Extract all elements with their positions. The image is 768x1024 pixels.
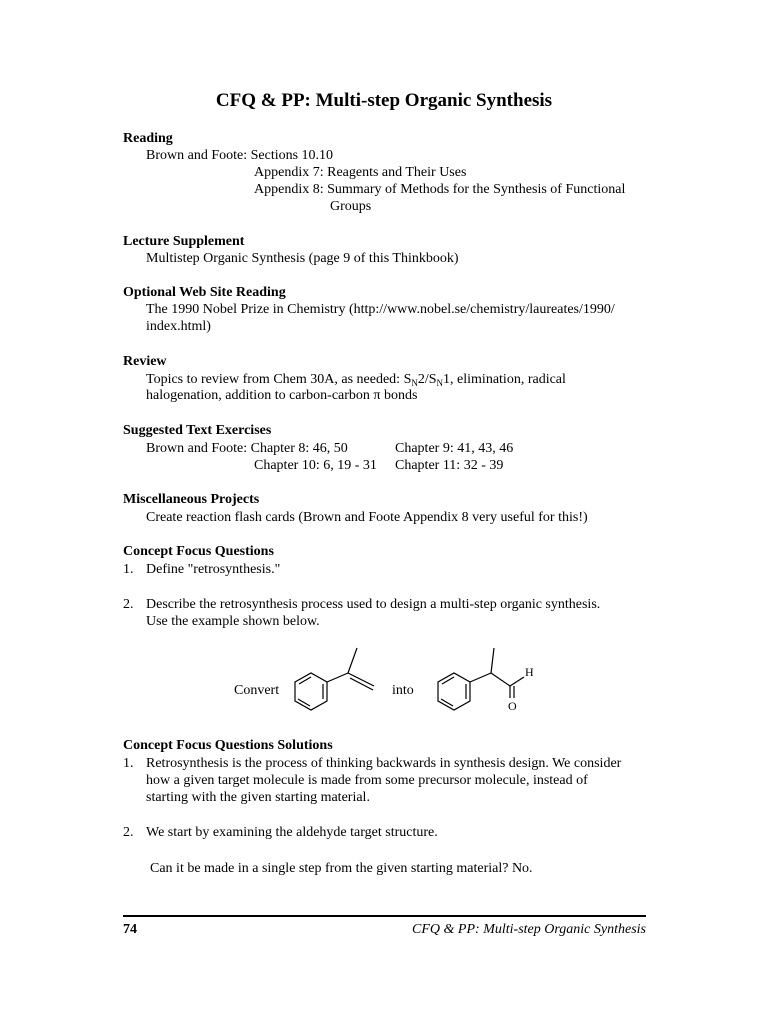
exercises-row1-right: Chapter 9: 41, 43, 46 bbox=[395, 441, 514, 456]
exercises-heading: Suggested Text Exercises bbox=[123, 423, 272, 438]
misc-line-1: Create reaction flash cards (Brown and Foote Appendix 8 very useful for this!) bbox=[146, 510, 588, 525]
solution-1-line-2: how a given target molecule is made from some precursor molecule, instead of bbox=[146, 773, 588, 788]
reading-line-3: Appendix 8: Summary of Methods for the Synthesis of Functional bbox=[254, 182, 626, 197]
exercises-row1-left: Brown and Foote: Chapter 8: 46, 50 bbox=[146, 441, 348, 456]
lecture-heading: Lecture Supplement bbox=[123, 234, 245, 249]
cfq-q1-text: Define "retrosynthesis." bbox=[146, 562, 281, 577]
reading-heading: Reading bbox=[123, 131, 173, 146]
cfq-heading: Concept Focus Questions bbox=[123, 544, 274, 559]
reading-line-2: Appendix 7: Reagents and Their Uses bbox=[254, 165, 467, 180]
solutions-heading: Concept Focus Questions Solutions bbox=[123, 738, 333, 753]
atom-hydrogen: H bbox=[525, 665, 534, 679]
review-line-2: halogenation, addition to carbon-carbon π bonds bbox=[146, 388, 418, 403]
into-label: into bbox=[392, 683, 414, 698]
web-line-2: index.html) bbox=[146, 319, 211, 334]
review-line-1: Topics to review from Chem 30A, as needed: $S_N2/S_N1$, elimination, radical bbox=[146, 372, 566, 388]
review-heading: Review bbox=[123, 354, 167, 369]
solution-1-line-3: starting with the given starting material. bbox=[146, 790, 370, 805]
solution-1-number: 1. bbox=[123, 756, 134, 771]
lecture-line-1: Multistep Organic Synthesis (page 9 of this Thinkbook) bbox=[146, 251, 459, 266]
solution-1-line-1: Retrosynthesis is the process of thinking backwards in synthesis design. We consider bbox=[146, 756, 622, 771]
page-number: 74 bbox=[123, 922, 137, 937]
page-title: CFQ & PP: Multi-step Organic Synthesis bbox=[215, 90, 553, 111]
aldehyde-h-bond bbox=[510, 677, 524, 686]
cfq-q2-number: 2. bbox=[123, 597, 134, 612]
web-heading: Optional Web Site Reading bbox=[123, 285, 286, 300]
target-aldehyde-structure bbox=[433, 640, 553, 720]
reading-line-4: Groups bbox=[330, 199, 372, 214]
solution-2-line-2: Can it be made in a single step from the given starting material? No. bbox=[150, 861, 533, 876]
ring-to-alkene-bond bbox=[327, 673, 348, 682]
web-line-1: The 1990 Nobel Prize in Chemistry (http://www.nobel.se/chemistry/laureates/1990/ bbox=[146, 302, 615, 317]
convert-label: Convert bbox=[234, 683, 280, 698]
atom-oxygen: O bbox=[508, 699, 517, 713]
running-title: CFQ & PP: Multi-step Organic Synthesis bbox=[412, 922, 646, 937]
benzene-ring bbox=[438, 673, 470, 710]
footer-rule bbox=[123, 915, 646, 917]
cfq-q2-line-2: Use the example shown below. bbox=[146, 614, 320, 629]
exercises-row2-right: Chapter 11: 32 - 39 bbox=[395, 458, 504, 473]
exercises-row2-left: Chapter 10: 6, 19 - 31 bbox=[254, 458, 377, 473]
solution-2-number: 2. bbox=[123, 825, 134, 840]
reading-line-1: Brown and Foote: Sections 10.10 bbox=[146, 148, 334, 163]
starting-material-structure bbox=[290, 640, 390, 720]
solution-2-line-1: We start by examining the aldehyde target structure. bbox=[146, 825, 438, 840]
benzene-ring bbox=[295, 673, 327, 710]
cfq-q2-line-1: Describe the retrosynthesis process used to design a multi-step organic synthesis. bbox=[146, 597, 601, 612]
methyl-bond bbox=[491, 648, 494, 673]
methyl-bond bbox=[348, 648, 357, 673]
misc-heading: Miscellaneous Projects bbox=[123, 492, 260, 507]
cfq-q1-number: 1. bbox=[123, 562, 134, 577]
